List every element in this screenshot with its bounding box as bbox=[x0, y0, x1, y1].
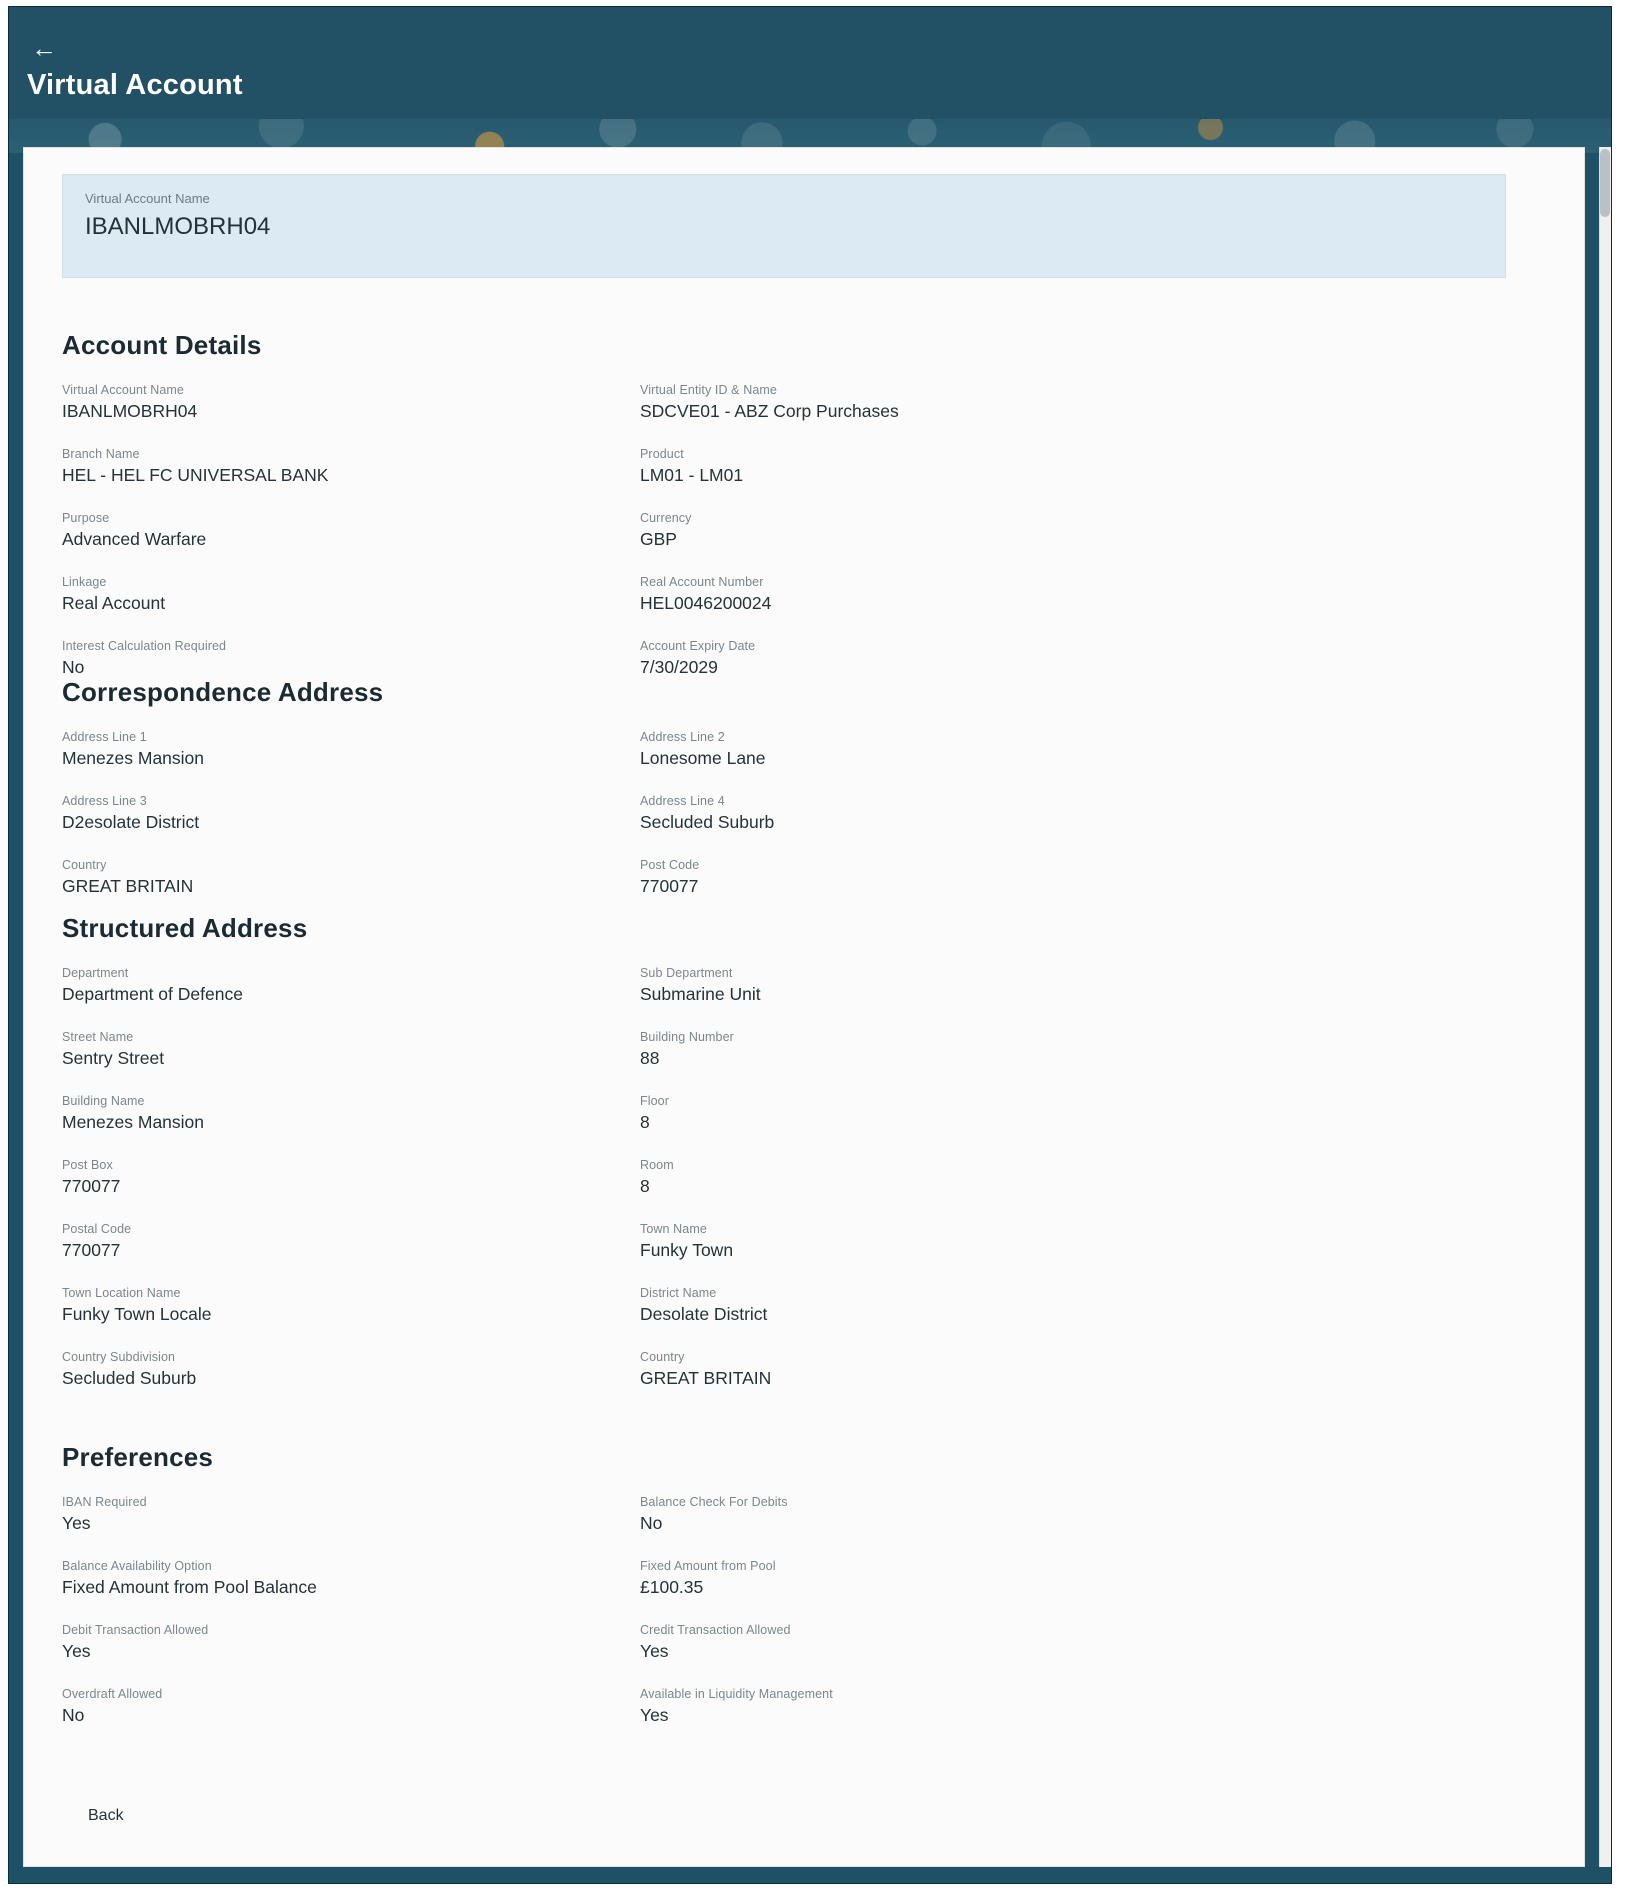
field-label: Room bbox=[640, 1158, 674, 1172]
field-value: 7/30/2029 bbox=[640, 657, 718, 677]
back-button[interactable]: Back bbox=[82, 1803, 130, 1829]
field-value: 88 bbox=[640, 1048, 660, 1068]
field-value: Submarine Unit bbox=[640, 984, 761, 1004]
field-label: Balance Availability Option bbox=[62, 1559, 212, 1573]
field-label: Town Location Name bbox=[62, 1286, 181, 1300]
section-structured-address bbox=[62, 913, 1512, 1389]
vertical-scrollbar-thumb[interactable] bbox=[1600, 149, 1610, 217]
field-value: Desolate District bbox=[640, 1304, 768, 1324]
field-label: Town Name bbox=[640, 1222, 707, 1236]
field-value: Yes bbox=[62, 1513, 91, 1533]
field-label: Building Number bbox=[640, 1030, 734, 1044]
field-town-location-name bbox=[62, 1286, 640, 1325]
field-label: Credit Transaction Allowed bbox=[640, 1623, 791, 1637]
field-available-in-liquidity-management bbox=[640, 1687, 1512, 1726]
field-post-box bbox=[62, 1158, 640, 1197]
field-value: HEL0046200024 bbox=[640, 593, 772, 613]
field-label: Sub Department bbox=[640, 966, 733, 980]
field-value: 8 bbox=[640, 1112, 650, 1132]
section-title: Structured Address bbox=[62, 913, 308, 943]
field-debit-transaction-allowed bbox=[62, 1623, 640, 1662]
field-floor bbox=[640, 1094, 1512, 1133]
field-label: Balance Check For Debits bbox=[640, 1495, 788, 1509]
field-grid bbox=[62, 966, 1512, 1389]
page-header bbox=[9, 7, 1611, 125]
field-label: District Name bbox=[640, 1286, 717, 1300]
field-country-structured bbox=[640, 1350, 1512, 1389]
field-district-name bbox=[640, 1286, 1512, 1325]
field-address-line-4 bbox=[640, 794, 1512, 833]
field-postal-code bbox=[62, 1222, 640, 1261]
field-value: Menezes Mansion bbox=[62, 748, 205, 768]
field-value: Secluded Suburb bbox=[62, 1368, 197, 1388]
field-value: LM01 - LM01 bbox=[640, 465, 744, 485]
field-label: Address Line 1 bbox=[62, 730, 147, 744]
field-value: Fixed Amount from Pool Balance bbox=[62, 1577, 317, 1597]
field-label: Branch Name bbox=[62, 447, 140, 461]
field-building-name bbox=[62, 1094, 640, 1133]
field-address-line-2 bbox=[640, 730, 1512, 769]
field-iban-required bbox=[62, 1495, 640, 1534]
field-value: No bbox=[62, 657, 85, 677]
field-address-line-3 bbox=[62, 794, 640, 833]
field-label: Fixed Amount from Pool bbox=[640, 1559, 776, 1573]
field-value: Yes bbox=[640, 1705, 669, 1725]
account-name-value: IBANLMOBRH04 bbox=[85, 213, 271, 240]
field-currency bbox=[640, 511, 1512, 550]
field-label: Address Line 4 bbox=[640, 794, 725, 808]
field-value: Yes bbox=[640, 1641, 669, 1661]
field-value: D2esolate District bbox=[62, 812, 200, 832]
field-overdraft-allowed bbox=[62, 1687, 640, 1726]
app-window bbox=[8, 6, 1612, 1884]
field-label: Interest Calculation Required bbox=[62, 639, 227, 653]
account-name-label: Virtual Account Name bbox=[85, 191, 210, 206]
section-title: Account Details bbox=[62, 330, 262, 360]
field-country bbox=[62, 858, 640, 897]
field-label: Linkage bbox=[62, 575, 107, 589]
field-value: Secluded Suburb bbox=[640, 812, 775, 832]
field-label: Purpose bbox=[62, 511, 110, 525]
field-value: GREAT BRITAIN bbox=[62, 876, 194, 896]
field-credit-transaction-allowed bbox=[640, 1623, 1512, 1662]
details-card bbox=[23, 147, 1585, 1867]
field-balance-check-for-debits bbox=[640, 1495, 1512, 1534]
field-value: £100.35 bbox=[640, 1577, 704, 1597]
field-balance-availability-option bbox=[62, 1559, 640, 1598]
field-label: Address Line 3 bbox=[62, 794, 147, 808]
field-label: Country bbox=[62, 858, 107, 872]
field-label: Post Box bbox=[62, 1158, 113, 1172]
field-value: IBANLMOBRH04 bbox=[62, 401, 198, 421]
field-label: Overdraft Allowed bbox=[62, 1687, 163, 1701]
field-label: Currency bbox=[640, 511, 692, 525]
field-department bbox=[62, 966, 640, 1005]
field-product bbox=[640, 447, 1512, 486]
field-label: Department bbox=[62, 966, 129, 980]
field-value: Funky Town bbox=[640, 1240, 734, 1260]
field-value: Sentry Street bbox=[62, 1048, 165, 1068]
field-label: Account Expiry Date bbox=[640, 639, 756, 653]
field-street-name bbox=[62, 1030, 640, 1069]
field-value: Lonesome Lane bbox=[640, 748, 766, 768]
field-label: Real Account Number bbox=[640, 575, 764, 589]
field-purpose bbox=[62, 511, 640, 550]
field-value: Real Account bbox=[62, 593, 166, 613]
field-label: Virtual Account Name bbox=[62, 383, 184, 397]
field-value: HEL - HEL FC UNIVERSAL BANK bbox=[62, 465, 329, 485]
vertical-scrollbar-track[interactable] bbox=[1599, 147, 1611, 1867]
field-country-subdivision bbox=[62, 1350, 640, 1389]
field-virtual-account-name bbox=[62, 383, 640, 422]
field-label: Floor bbox=[640, 1094, 669, 1108]
field-label: Product bbox=[640, 447, 684, 461]
section-title: Preferences bbox=[62, 1442, 214, 1472]
field-address-line-1 bbox=[62, 730, 640, 769]
field-real-account-number bbox=[640, 575, 1512, 614]
field-label: Country bbox=[640, 1350, 685, 1364]
field-fixed-amount-from-pool bbox=[640, 1559, 1512, 1598]
field-value: Menezes Mansion bbox=[62, 1112, 205, 1132]
field-grid bbox=[62, 730, 1512, 897]
field-value: 8 bbox=[640, 1176, 650, 1196]
field-virtual-entity-id-name bbox=[640, 383, 1512, 422]
field-room bbox=[640, 1158, 1512, 1197]
field-value: GBP bbox=[640, 529, 677, 549]
field-value: GREAT BRITAIN bbox=[640, 1368, 772, 1388]
field-value: Advanced Warfare bbox=[62, 529, 207, 549]
field-label: Postal Code bbox=[62, 1222, 132, 1236]
field-post-code bbox=[640, 858, 1512, 897]
section-account-details bbox=[62, 330, 1512, 678]
field-label: Virtual Entity ID & Name bbox=[640, 383, 777, 397]
page-title: Virtual Account bbox=[27, 69, 243, 101]
field-label: Country Subdivision bbox=[62, 1350, 176, 1364]
field-value: No bbox=[62, 1705, 85, 1725]
field-label: Building Name bbox=[62, 1094, 145, 1108]
field-building-number bbox=[640, 1030, 1512, 1069]
field-value: No bbox=[640, 1513, 663, 1533]
field-value: SDCVE01 - ABZ Corp Purchases bbox=[640, 401, 899, 421]
field-sub-department bbox=[640, 966, 1512, 1005]
account-name-banner bbox=[62, 174, 1506, 278]
field-branch-name bbox=[62, 447, 640, 486]
field-label: Street Name bbox=[62, 1030, 134, 1044]
field-value: Funky Town Locale bbox=[62, 1304, 212, 1324]
field-value: 770077 bbox=[62, 1176, 121, 1196]
field-value: 770077 bbox=[640, 876, 699, 896]
field-label: IBAN Required bbox=[62, 1495, 147, 1509]
field-value: 770077 bbox=[62, 1240, 121, 1260]
section-preferences bbox=[62, 1442, 1512, 1726]
field-linkage bbox=[62, 575, 640, 614]
field-town-name bbox=[640, 1222, 1512, 1261]
field-interest-calculation-required bbox=[62, 639, 640, 678]
back-arrow-icon[interactable]: ← bbox=[31, 33, 57, 63]
field-grid bbox=[62, 383, 1512, 678]
section-correspondence-address bbox=[62, 677, 1512, 897]
section-title: Correspondence Address bbox=[62, 677, 384, 707]
field-account-expiry-date bbox=[640, 639, 1512, 678]
field-label: Address Line 2 bbox=[640, 730, 725, 744]
field-label: Available in Liquidity Management bbox=[640, 1687, 833, 1701]
field-value: Department of Defence bbox=[62, 984, 243, 1004]
field-label: Debit Transaction Allowed bbox=[62, 1623, 209, 1637]
field-value: Yes bbox=[62, 1641, 91, 1661]
field-label: Post Code bbox=[640, 858, 700, 872]
field-grid bbox=[62, 1495, 1512, 1726]
